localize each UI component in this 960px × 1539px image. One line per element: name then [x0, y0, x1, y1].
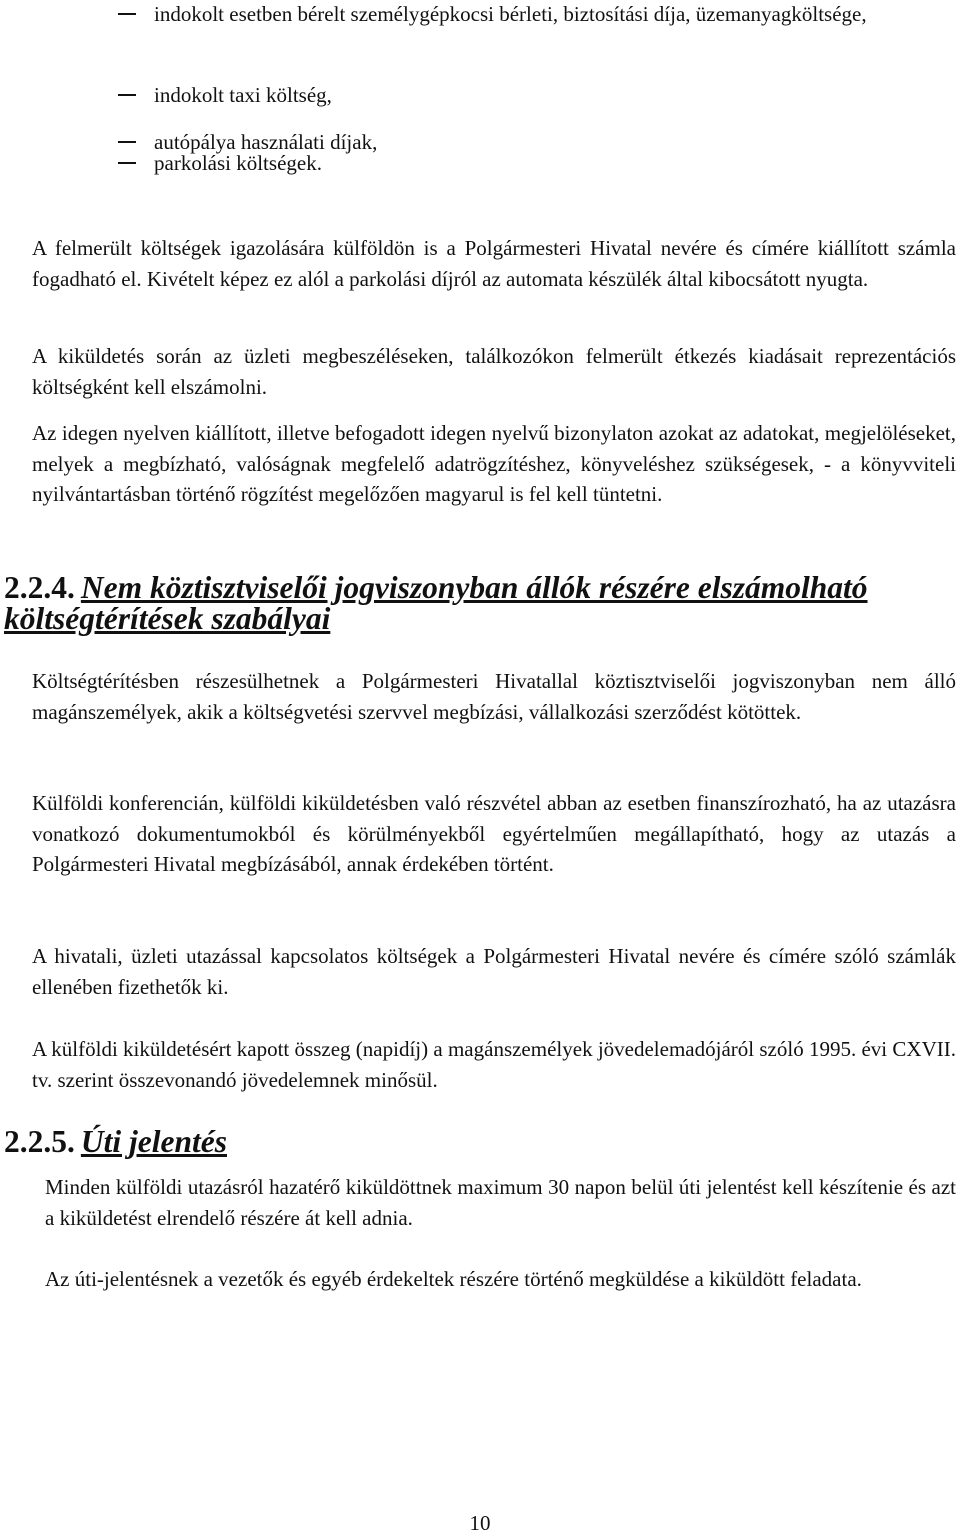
dash-bullet-icon — [118, 13, 136, 15]
paragraph-invoices-payable: A hivatali, üzleti utazással kapcsolatos költségek a Polgármesteri Hivatal nevére és címére szóló számlák ellenében fizethetők ki. — [32, 944, 956, 999]
bullet-text: autópálya használati díjak, — [154, 130, 378, 154]
bullet-text: parkolási költségek. — [154, 151, 322, 175]
paragraph-per-diem-tax: A külföldi kiküldetésért kapott összeg (napidíj) a magánszemélyek jövedelemadójáról szóló 1995. évi CXVII. tv. szerint összevonandó jövedelemnek minősül. — [32, 1037, 956, 1092]
bullet-item-parking-wrap — [154, 148, 956, 179]
bullet-text: indokolt esetben bérelt személygépkocsi bérleti, biztosítási díja, üzemanyagköltsége, — [154, 2, 867, 26]
document-page — [4, 0, 956, 1536]
bullet-item-taxi — [154, 80, 956, 111]
bullet-item-rental-car — [154, 0, 956, 30]
paragraph-foreign-language-documents: Az idegen nyelven kiállított, illetve befogadott idegen nyelvű bizonylaton azokat az adatokat, megjelöléseket, melyek a megbízható, valóságnak megfelelő adatrögzítéshez, könyveléshez szükségesek, - a könyvviteli nyilvántartásban történő rögzítést megelőzően magyarul is fel kell tüntetni. — [32, 421, 956, 506]
paragraph-representation-costs: A kiküldetés során az üzleti megbeszéléseken, találkozókon felmerült étkezés kiadásait reprezentációs költségként kell elszámolni. — [32, 344, 956, 399]
dash-bullet-icon — [118, 94, 136, 96]
section-heading-2-2-5 — [4, 1124, 956, 1159]
section-title: Nem köztisztviselői jogviszonyban állók részére elszámolható költségtérítések szabályai — [4, 570, 868, 636]
section-title: Úti jelentés — [80, 1124, 227, 1159]
section-heading-2-2-4 — [4, 570, 956, 636]
bullet-text: indokolt taxi költség, — [154, 83, 332, 107]
paragraph-invoice-proof: A felmerült költségek igazolására külföldön is a Polgármesteri Hivatal nevére és címére kiállított számla fogadható el. Kivételt képez ez alól a parkolási díjról az automata készülék által kibocsátott nyugta. — [32, 236, 956, 291]
paragraph-travel-report-distribution: Az úti-jelentésnek a vezetők és egyéb érdekeltek részére történő megküldése a kiküldött feladata. — [45, 1267, 862, 1291]
paragraph-cost-reimbursement: Költségtérítésben részesülhetnek a Polgármesteri Hivatallal köztisztviselői jogviszonyban nem álló magánszemélyek, akik a költségvetési szervvel megbízási, vállalkozási szerződést kötöttek. — [32, 669, 956, 724]
paragraph-foreign-conference: Külföldi konferencián, külföldi kiküldetésben való részvétel abban az esetben finanszírozható, ha az utazásra vonatkozó dokumentumokból és körülményekből egyértelműen megállapítható, hogy az utazás a Polgármesteri Hivatal megbízásából, annak érdekében történt. — [32, 791, 956, 876]
dash-bullet-icon — [118, 162, 136, 164]
paragraph-travel-report-deadline: Minden külföldi utazásról hazatérő kiküldöttnek maximum 30 napon belül úti jelentést kell készítenie és azt a kiküldetést elrendelő részére át kell adnia. — [45, 1175, 956, 1230]
page-number: 10 — [469, 1511, 491, 1535]
section-number: 2.2.4. — [4, 570, 75, 605]
section-number: 2.2.5. — [4, 1124, 75, 1159]
dash-bullet-icon — [118, 141, 136, 143]
